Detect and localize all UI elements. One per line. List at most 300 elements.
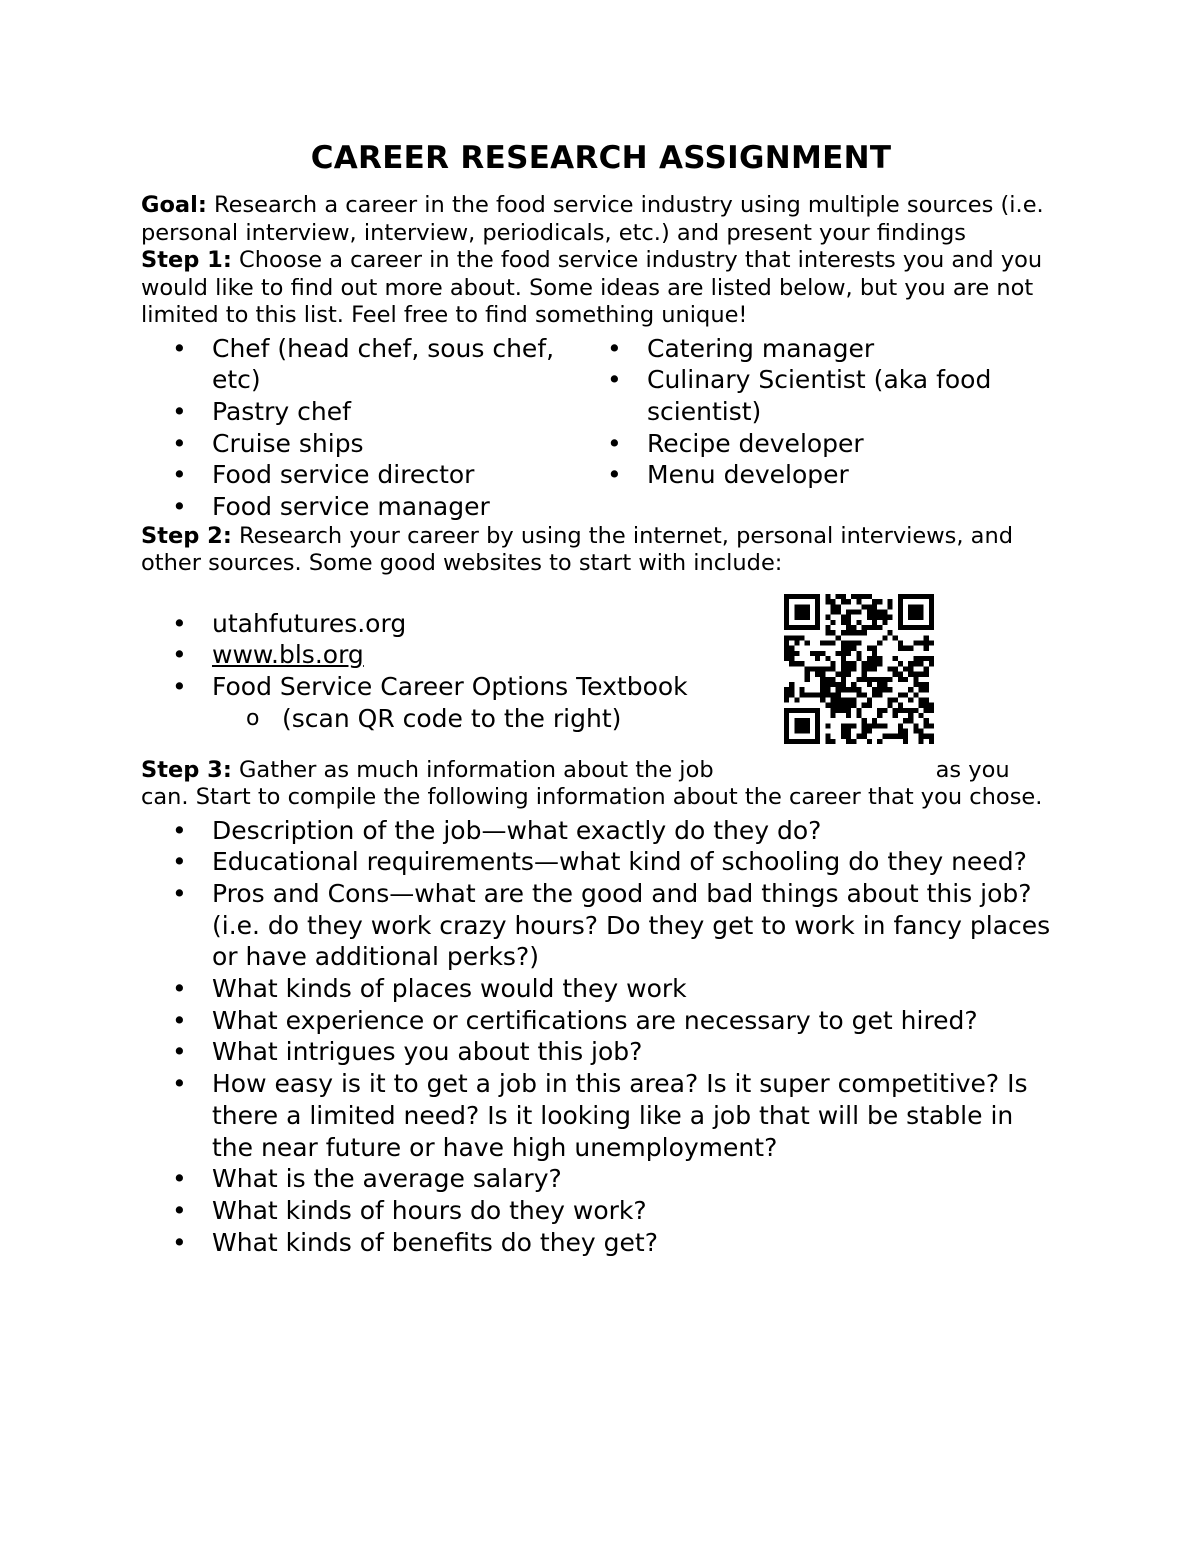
qr-module: [856, 640, 861, 645]
qr-module: [794, 739, 799, 744]
qr-module: [893, 733, 898, 738]
qr-module: [918, 609, 923, 614]
qr-module: [815, 625, 820, 630]
qr-module: [918, 671, 923, 676]
qr-module: [913, 614, 918, 619]
qr-module: [820, 666, 825, 671]
qr-module: [898, 609, 903, 614]
qr-module: [867, 656, 872, 661]
qr-module: [825, 692, 830, 697]
qr-module: [800, 625, 805, 630]
qr-module: [867, 594, 872, 599]
qr-module: [784, 656, 789, 661]
qr-module: [903, 718, 908, 723]
qr-module: [913, 682, 918, 687]
qr-module: [805, 676, 810, 681]
qr-module: [882, 676, 887, 681]
bls-link[interactable]: www.bls.org: [212, 640, 364, 670]
qr-module: [784, 625, 789, 630]
qr-module: [918, 604, 923, 609]
qr-module: [846, 702, 851, 707]
qr-module: [918, 739, 923, 744]
qr-module: [831, 739, 836, 744]
qr-module: [856, 708, 861, 713]
list-item: • Chef (head chef, sous chef, etc): [141, 333, 576, 396]
qr-module: [815, 594, 820, 599]
qr-module: [800, 739, 805, 744]
qr-module: [805, 625, 810, 630]
qr-module: [862, 733, 867, 738]
qr-module: [810, 651, 815, 656]
qr-module: [898, 661, 903, 666]
qr-module: [867, 723, 872, 728]
qr-module: [784, 640, 789, 645]
qr-module: [789, 625, 794, 630]
qr-module: [918, 656, 923, 661]
qr-module: [825, 614, 830, 619]
qr-module: [815, 728, 820, 733]
qr-module: [877, 739, 882, 744]
document-page: [141, 140, 1061, 1258]
list-item: • Cruise ships: [141, 428, 576, 460]
info-checklist: [141, 815, 1061, 1259]
qr-module: [887, 599, 892, 604]
qr-module: [836, 692, 841, 697]
qr-module: [862, 676, 867, 681]
qr-module: [810, 594, 815, 599]
qr-module: [841, 640, 846, 645]
qr-module: [825, 625, 830, 630]
qr-module: [867, 604, 872, 609]
qr-module: [831, 702, 836, 707]
qr-module: [841, 594, 846, 599]
qr-module: [872, 687, 877, 692]
qr-module: [887, 614, 892, 619]
qr-module: [805, 692, 810, 697]
qr-module: [841, 620, 846, 625]
qr-module: [903, 676, 908, 681]
qr-module: [836, 635, 841, 640]
qr-module: [898, 676, 903, 681]
qr-module: [846, 666, 851, 671]
step3-text-after: as you can. Start to compile the following information about the career that you chose.: [141, 756, 1043, 811]
list-item: • Recipe developer: [576, 428, 1016, 460]
qr-module: [872, 599, 877, 604]
qr-module: [800, 728, 805, 733]
qr-module: [794, 625, 799, 630]
qr-module: [825, 594, 830, 599]
qr-module: [794, 718, 799, 723]
qr-module: [815, 620, 820, 625]
qr-module: [867, 661, 872, 666]
qr-module: [815, 656, 820, 661]
qr-module: [851, 666, 856, 671]
qr-module: [898, 728, 903, 733]
qr-module: [929, 599, 934, 604]
qr-module: [856, 713, 861, 718]
qr-module: [862, 692, 867, 697]
step3-paragraph: [141, 757, 1061, 812]
qr-module: [815, 708, 820, 713]
qr-module: [846, 599, 851, 604]
qr-module: [841, 645, 846, 650]
qr-module: [908, 718, 913, 723]
qr-module: [887, 687, 892, 692]
list-item: • What is the average salary?: [141, 1163, 1061, 1195]
qr-module: [887, 604, 892, 609]
qr-module: [825, 640, 830, 645]
qr-module: [825, 702, 830, 707]
qr-module: [851, 609, 856, 614]
qr-module: [846, 620, 851, 625]
qr-module: [846, 625, 851, 630]
qr-module: [846, 640, 851, 645]
qr-module: [893, 713, 898, 718]
qr-module: [872, 661, 877, 666]
qr-module: [789, 739, 794, 744]
step2-label: Step 2:: [141, 522, 232, 549]
qr-module: [929, 640, 934, 645]
qr-module: [877, 614, 882, 619]
qr-module: [800, 614, 805, 619]
qr-module: [872, 645, 877, 650]
qr-module: [841, 671, 846, 676]
qr-module: [918, 594, 923, 599]
qr-module: [867, 614, 872, 619]
qr-module: [831, 661, 836, 666]
qr-module: [893, 697, 898, 702]
qr-module: [815, 739, 820, 744]
list-item: • Pros and Cons—what are the good and bad things about this job? (i.e. do they work crazy hours? Do they get to work in fancy places or have additional perks?): [141, 878, 1061, 973]
qr-module: [908, 713, 913, 718]
qr-module: [841, 687, 846, 692]
qr-module: [877, 682, 882, 687]
qr-module: [831, 630, 836, 635]
qr-module: [846, 651, 851, 656]
list-item: • Educational requirements—what kind of schooling do they need?: [141, 846, 1061, 878]
qr-module: [805, 666, 810, 671]
qr-module: [872, 723, 877, 728]
qr-module: [851, 594, 856, 599]
qr-module: [794, 728, 799, 733]
qr-module: [929, 661, 934, 666]
qr-module: [913, 604, 918, 609]
qr-module: [929, 604, 934, 609]
qr-module: [862, 718, 867, 723]
qr-module: [867, 666, 872, 671]
qr-module: [784, 620, 789, 625]
qr-module: [856, 687, 861, 692]
qr-module: [856, 609, 861, 614]
qr-module: [918, 728, 923, 733]
qr-module: [918, 713, 923, 718]
qr-module: [820, 687, 825, 692]
qr-module: [908, 625, 913, 630]
qr-module: [872, 676, 877, 681]
qr-module: [877, 656, 882, 661]
qr-module: [815, 718, 820, 723]
qr-module: [908, 661, 913, 666]
qr-module: [908, 604, 913, 609]
qr-module: [877, 713, 882, 718]
qr-module: [794, 708, 799, 713]
qr-module: [841, 676, 846, 681]
qr-module: [841, 733, 846, 738]
qr-module: [867, 702, 872, 707]
qr-module: [898, 733, 903, 738]
qr-module: [924, 718, 929, 723]
qr-module: [800, 604, 805, 609]
qr-module: [825, 599, 830, 604]
qr-module: [800, 609, 805, 614]
qr-module: [831, 708, 836, 713]
qr-module: [836, 682, 841, 687]
qr-module: [903, 708, 908, 713]
list-item: • What experience or certifications are necessary to get hired?: [141, 1005, 1061, 1037]
qr-module: [898, 594, 903, 599]
qr-module: [820, 676, 825, 681]
qr-module: [784, 713, 789, 718]
qr-module: [815, 599, 820, 604]
qr-module: [929, 702, 934, 707]
qr-module: [877, 676, 882, 681]
qr-module: [877, 708, 882, 713]
qr-module: [924, 625, 929, 630]
qr-module: [815, 723, 820, 728]
qr-module: [913, 594, 918, 599]
qr-module: [898, 604, 903, 609]
qr-module: [825, 723, 830, 728]
qr-module: [815, 666, 820, 671]
qr-module: [929, 594, 934, 599]
qr-module: [913, 656, 918, 661]
qr-module: [918, 640, 923, 645]
websites-section: [141, 608, 1061, 735]
qr-module: [903, 625, 908, 630]
qr-module: [918, 733, 923, 738]
qr-module: [784, 599, 789, 604]
qr-module: [815, 671, 820, 676]
qr-module: [887, 630, 892, 635]
qr-module: [887, 697, 892, 702]
qr-module: [903, 666, 908, 671]
qr-module: [877, 599, 882, 604]
qr-module: [924, 702, 929, 707]
qr-module: [867, 697, 872, 702]
qr-module: [924, 594, 929, 599]
qr-module: [800, 661, 805, 666]
goal-text: Research a career in the food service industry using multiple sources (i.e. personal interview, interview, periodicals, etc.) and present your findings: [141, 192, 1044, 246]
qr-module: [862, 671, 867, 676]
qr-module: [929, 656, 934, 661]
qr-module: [789, 656, 794, 661]
qr-module: [784, 645, 789, 650]
qr-module: [820, 692, 825, 697]
qr-module: [800, 635, 805, 640]
qr-module: [851, 697, 856, 702]
qr-module: [820, 671, 825, 676]
qr-module: [924, 640, 929, 645]
qr-module: [810, 666, 815, 671]
qr-module: [887, 676, 892, 681]
qr-module: [841, 682, 846, 687]
qr-module: [856, 599, 861, 604]
qr-module: [820, 651, 825, 656]
qr-module: [882, 635, 887, 640]
qr-module: [789, 594, 794, 599]
qr-module: [877, 661, 882, 666]
qr-module: [872, 620, 877, 625]
list-item: • What kinds of hours do they work?: [141, 1195, 1061, 1227]
qr-module: [924, 682, 929, 687]
qr-module: [908, 708, 913, 713]
qr-module: [805, 718, 810, 723]
qr-module: [800, 692, 805, 697]
qr-module: [815, 713, 820, 718]
qr-module: [877, 687, 882, 692]
qr-module: [836, 702, 841, 707]
qr-module: [789, 651, 794, 656]
qr-module: [846, 713, 851, 718]
step3-text-before: Gather as much information about the job: [231, 756, 714, 783]
qr-module: [841, 728, 846, 733]
qr-module: [898, 708, 903, 713]
qr-module: [831, 676, 836, 681]
qr-module: [789, 708, 794, 713]
qr-module: [831, 692, 836, 697]
qr-module: [841, 651, 846, 656]
qr-module: [929, 708, 934, 713]
qr-module: [924, 708, 929, 713]
qr-module: [898, 640, 903, 645]
qr-module: [841, 723, 846, 728]
qr-module: [784, 728, 789, 733]
qr-module: [794, 609, 799, 614]
qr-module: [794, 604, 799, 609]
qr-module: [800, 723, 805, 728]
qr-module: [918, 687, 923, 692]
qr-module: [913, 640, 918, 645]
list-item: • Culinary Scientist (aka food scientist): [576, 364, 1016, 427]
qr-module: [836, 708, 841, 713]
qr-module: [831, 640, 836, 645]
qr-module: [851, 682, 856, 687]
career-ideas-columns: [141, 333, 1061, 523]
qr-module: [846, 614, 851, 619]
qr-module: [800, 687, 805, 692]
qr-module: [918, 625, 923, 630]
list-item: • Food Service Career Options Textbook: [141, 671, 1061, 703]
qr-module: [825, 739, 830, 744]
qr-code-icon[interactable]: [783, 594, 935, 744]
qr-module: [893, 656, 898, 661]
step3-label: Step 3:: [141, 756, 232, 783]
qr-module: [924, 733, 929, 738]
qr-module: [908, 671, 913, 676]
qr-module: [841, 697, 846, 702]
qr-module: [913, 609, 918, 614]
qr-module: [908, 594, 913, 599]
qr-module: [851, 625, 856, 630]
qr-module: [908, 614, 913, 619]
qr-module: [898, 671, 903, 676]
qr-module: [794, 651, 799, 656]
qr-module: [794, 635, 799, 640]
qr-module: [924, 697, 929, 702]
qr-module: [784, 708, 789, 713]
qr-module: [903, 728, 908, 733]
qr-module: [841, 656, 846, 661]
step1-text: Choose a career in the food service industry that interests you and you would like to find out more about. Some ideas are listed below, but you are not limited to this list. Feel free to find something unique!: [141, 247, 1043, 328]
page-title: CAREER RESEARCH ASSIGNMENT: [310, 140, 892, 176]
qr-module: [841, 614, 846, 619]
goal-paragraph: [141, 192, 1061, 247]
qr-module: [846, 609, 851, 614]
qr-module: [851, 723, 856, 728]
qr-module: [815, 692, 820, 697]
qr-module: [924, 666, 929, 671]
qr-module: [867, 645, 872, 650]
step2-paragraph: [141, 523, 1061, 578]
qr-module: [872, 625, 877, 630]
qr-module: [815, 651, 820, 656]
qr-module: [908, 645, 913, 650]
qr-module: [815, 609, 820, 614]
qr-module: [929, 609, 934, 614]
qr-module: [794, 697, 799, 702]
qr-module: [841, 702, 846, 707]
qr-module: [815, 604, 820, 609]
qr-module: [913, 671, 918, 676]
list-item: • Menu developer: [576, 459, 1016, 491]
qr-module: [831, 682, 836, 687]
qr-module: [841, 630, 846, 635]
qr-module: [867, 739, 872, 744]
qr-module: [862, 604, 867, 609]
list-item: • Pastry chef: [141, 396, 576, 428]
qr-module: [784, 594, 789, 599]
list-item: • How easy is it to get a job in this area? Is it super competitive? Is there a limited need? Is it looking like a job that will be stable in the near future or have high unemployment?: [141, 1068, 1061, 1163]
qr-module: [784, 697, 789, 702]
qr-module: [784, 723, 789, 728]
qr-module: [831, 620, 836, 625]
qr-module: [908, 687, 913, 692]
qr-module: [903, 733, 908, 738]
qr-module: [794, 614, 799, 619]
qr-module: [831, 666, 836, 671]
qr-module: [784, 635, 789, 640]
qr-module: [836, 594, 841, 599]
qr-module: [851, 687, 856, 692]
qr-module: [862, 630, 867, 635]
qr-module: [872, 656, 877, 661]
qr-module: [831, 697, 836, 702]
qr-module: [867, 682, 872, 687]
qr-module: [867, 625, 872, 630]
list-item: • Description of the job—what exactly do they do?: [141, 815, 1061, 847]
qr-module: [898, 702, 903, 707]
qr-module: [856, 594, 861, 599]
qr-module: [836, 604, 841, 609]
qr-module: [924, 645, 929, 650]
qr-module: [877, 625, 882, 630]
qr-module: [918, 697, 923, 702]
qr-module: [893, 671, 898, 676]
qr-module: [913, 676, 918, 681]
qr-module: [924, 687, 929, 692]
qr-module: [856, 651, 861, 656]
qr-module: [924, 671, 929, 676]
